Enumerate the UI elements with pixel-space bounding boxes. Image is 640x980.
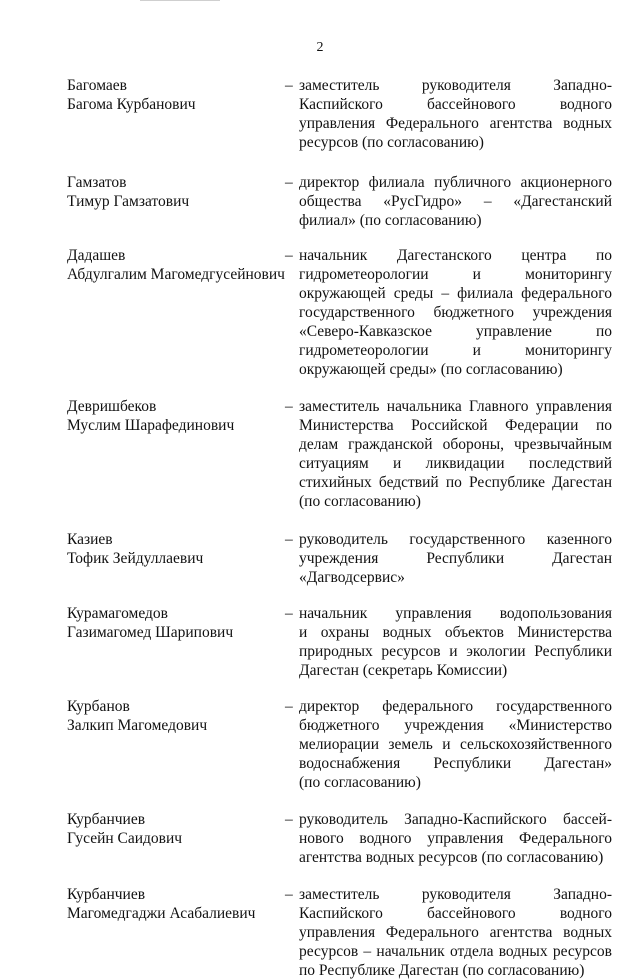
member-name: [67, 173, 285, 211]
position-line: филиал» (по согласованию): [299, 212, 482, 229]
member-given-names: Багома Курбанович: [67, 96, 196, 113]
position-line: ситуациям и ликвидации последствий: [299, 455, 612, 472]
member-surname: Девришбеков: [67, 398, 157, 415]
member-name: [67, 604, 285, 642]
member-given-names: Гусейн Саидович: [67, 830, 183, 847]
member-entry: [67, 885, 612, 980]
member-position: [299, 173, 612, 230]
member-position: [299, 530, 612, 587]
position-line: нового водного управления Федерального: [299, 830, 612, 847]
member-position: [299, 76, 612, 152]
position-line: агентства водных ресурсов (по согласованию): [299, 849, 604, 866]
member-surname: Казиев: [67, 531, 113, 548]
position-line: (по согласованию): [299, 774, 421, 791]
member-surname: Курбанчиев: [67, 886, 146, 903]
member-surname: Курамагомедов: [67, 605, 168, 622]
position-line: руководитель Западно-Каспийского бассей-: [299, 811, 612, 828]
member-given-names: Магомедгаджи Асабалиевич: [67, 905, 256, 922]
position-line: стихийных бедствий по Республике Дагестан: [299, 474, 612, 491]
position-line: руководитель государственного казенного: [299, 531, 612, 548]
member-entry: [67, 697, 612, 792]
member-name: [67, 885, 285, 923]
member-entry: [67, 173, 612, 230]
position-line: общества «РусГидро» – «Дагестанский: [299, 193, 612, 210]
member-entry: [67, 810, 612, 867]
dash-separator: –: [285, 247, 293, 264]
member-entry: [67, 604, 612, 680]
member-given-names: Тимур Гамзатович: [67, 193, 190, 210]
position-line: природных ресурсов и экологии Республики: [299, 643, 612, 660]
member-position: [299, 810, 612, 867]
position-line: заместитель руководителя Западно-: [299, 886, 612, 903]
member-position: [299, 246, 612, 379]
scan-edge-mark: [140, 0, 220, 1]
position-line: ресурсов – начальник отдела водных ресурсов: [299, 943, 612, 960]
member-position: [299, 885, 612, 980]
position-line: и охраны водных объектов Министерства: [299, 624, 612, 641]
dash-separator: –: [285, 698, 293, 715]
position-line: (по согласованию): [299, 493, 421, 510]
member-surname: Дадашев: [67, 247, 126, 264]
position-line: бюджетного учреждения «Министерство: [299, 717, 612, 734]
position-line: управления Федерального агентства водных: [299, 115, 612, 132]
position-line: мелиорации земель и сельскохозяйственного: [299, 736, 612, 753]
member-position: [299, 397, 612, 511]
position-line: Каспийского бассейнового водного: [299, 96, 612, 113]
position-line: водоснабжения Республики Дагестан»: [299, 755, 612, 772]
member-position: [299, 604, 612, 680]
position-line: окружающей среды – филиала федерального: [299, 285, 612, 302]
dash-separator: –: [285, 531, 293, 548]
dash-separator: –: [285, 398, 293, 415]
member-given-names: Тофик Зейдуллаевич: [67, 550, 204, 567]
position-line: государственного бюджетного учреждения: [299, 304, 612, 321]
member-given-names: Абдулгалим Магомедгусейнович: [67, 266, 285, 283]
position-line: гидрометеорологии и мониторингу: [299, 266, 612, 283]
member-name: [67, 246, 285, 284]
dash-separator: –: [285, 174, 293, 191]
member-entry: [67, 397, 612, 511]
member-surname: Курбанчиев: [67, 811, 146, 828]
position-line: «Северо-Кавказское управление по: [299, 323, 612, 340]
member-name: [67, 530, 285, 568]
position-line: директор федерального государственного: [299, 698, 612, 715]
members-list: [67, 76, 612, 980]
position-line: директор филиала публичного акционерного: [299, 174, 612, 191]
position-line: гидрометеорологии и мониторингу: [299, 342, 612, 359]
dash-separator: –: [285, 886, 293, 903]
dash-separator: –: [285, 605, 293, 622]
member-name: [67, 810, 285, 848]
dash-separator: –: [285, 811, 293, 828]
position-line: делам гражданской обороны, чрезвычайным: [299, 436, 612, 453]
member-entry: [67, 76, 612, 152]
position-line: Министерства Российской Федерации по: [299, 417, 612, 434]
position-line: окружающей среды» (по согласованию): [299, 361, 563, 378]
member-given-names: Газимагомед Шарипович: [67, 624, 234, 641]
position-line: Дагестан (секретарь Комиссии): [299, 662, 508, 679]
position-line: ресурсов (по согласованию): [299, 134, 484, 151]
member-name: [67, 397, 285, 435]
position-line: начальник управления водопользования: [299, 605, 612, 622]
member-name: [67, 697, 285, 735]
position-line: Каспийского бассейнового водного: [299, 905, 612, 922]
member-name: [67, 76, 285, 114]
member-given-names: Муслим Шарафединович: [67, 417, 235, 434]
member-position: [299, 697, 612, 792]
member-entry: [67, 246, 612, 379]
position-line: управления Федерального агентства водных: [299, 924, 612, 941]
member-entry: [67, 530, 612, 587]
member-surname: Курбанов: [67, 698, 130, 715]
position-line: заместитель начальника Главного управления: [299, 398, 612, 415]
dash-separator: –: [285, 77, 293, 94]
member-surname: Гамзатов: [67, 174, 127, 191]
position-line: начальник Дагестанского центра по: [299, 247, 612, 264]
member-surname: Багомаев: [67, 77, 127, 94]
page-number: 2: [316, 40, 324, 55]
position-line: учреждения Республики Дагестан: [299, 550, 612, 567]
position-line: «Дагводсервис»: [299, 569, 405, 586]
position-line: по Республике Дагестан (по согласованию): [299, 962, 585, 979]
position-line: заместитель руководителя Западно-: [299, 77, 612, 94]
member-given-names: Залкип Магомедович: [67, 717, 208, 734]
